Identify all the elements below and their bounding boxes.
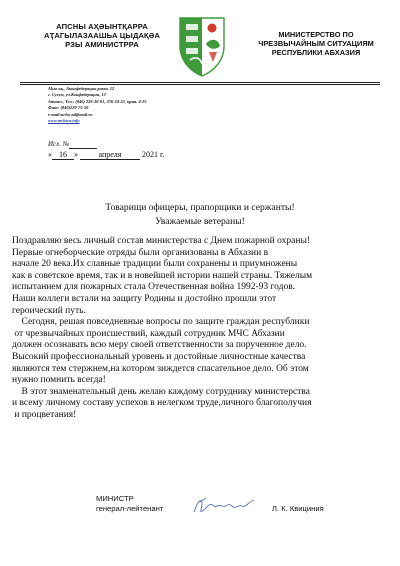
text-line: Наши коллеги встали на защиту Родины и достойно прошли этот bbox=[12, 293, 277, 304]
letter-date bbox=[48, 150, 164, 160]
text-line: как в советское время, так и в новейшей истории нашей страны. Тяжелым bbox=[12, 270, 313, 281]
outgoing-label: Исх. № bbox=[48, 140, 70, 148]
signatory-rank: генерал-лейтенант bbox=[96, 504, 164, 513]
contact-line: Аттел., Тел.: (840) 226-30-81, 226-34-33, прия. 4-25 bbox=[48, 98, 147, 104]
handwritten-signature-icon bbox=[190, 494, 260, 518]
text-line: и всему личному составу успехов в нелегком труде,личного благополучия bbox=[12, 398, 312, 409]
contact-line: г. Сухум, ул.Конфедерации, 12 bbox=[48, 92, 106, 98]
text-line: Поздравляю весь личный состав министерства с Днем пожарной охраны! bbox=[12, 236, 310, 246]
date-day: 16 bbox=[52, 150, 74, 160]
contact-block bbox=[48, 86, 268, 124]
header-left-block bbox=[22, 22, 182, 49]
contact-line: Аҟəа ақ., Аконфедерациа разва. 12 bbox=[48, 86, 115, 91]
signatory-block bbox=[96, 494, 163, 514]
text-line: и процветания! bbox=[12, 409, 77, 420]
paragraph-1 bbox=[12, 236, 395, 317]
signatory-title: МИНИСТР bbox=[96, 494, 134, 503]
text-line: Сегодня, решая повседневные вопросы по защите граждан республики bbox=[12, 317, 310, 328]
header-divider-bottom bbox=[20, 84, 380, 85]
date-year: 2021 г. bbox=[142, 150, 165, 159]
date-month: апреля bbox=[80, 150, 140, 160]
outgoing-blank bbox=[69, 140, 97, 149]
header-right-block bbox=[252, 30, 380, 57]
text-line: нужно помнить всегда! bbox=[12, 375, 106, 386]
website-link[interactable]: www.mchsra.info bbox=[48, 118, 80, 124]
header-right-line: ЧРЕЗВЫЧАЙНЫМ СИТУАЦИЯМ bbox=[258, 39, 374, 48]
header-left-line: АҬАГЫЛАЗААШЬА ЦЫДАҚӘА bbox=[44, 31, 160, 40]
text-line: Высокий профессиональный уровень и достойные личностные качества bbox=[12, 351, 306, 362]
text-line: героический путь. bbox=[12, 305, 86, 316]
contact-line: e-mail:ucho-ed@mail.ru bbox=[48, 111, 93, 117]
paragraph-2 bbox=[12, 317, 395, 387]
date-quote-close: » bbox=[74, 150, 78, 159]
text-line: начале 20 века.Их славные традиции были сохранены и приумножены bbox=[12, 259, 298, 270]
greeting-line-1: Товарищи офицеры, прапорщики и сержанты! bbox=[105, 202, 295, 213]
text-line: В этот знаменательный день желаю каждому сотруднику министерства bbox=[12, 386, 310, 397]
text-line: испытанием для пожарных стала Отечественная война 1992-93 годов. bbox=[12, 282, 296, 293]
contact-line: Факс: (840)229-75-50 bbox=[48, 105, 89, 111]
outgoing-number bbox=[48, 140, 97, 149]
header-right-line: МИНИСТЕРСТВО ПО bbox=[278, 30, 354, 39]
greeting-line-2: Уважаемые ветераны! bbox=[155, 216, 245, 227]
text-line: от чрезвычайных происшествий, каждый сотрудник МЧС Абхазии bbox=[12, 328, 285, 339]
paragraph-3 bbox=[12, 387, 395, 422]
date-quote-open: « bbox=[48, 150, 52, 159]
signatory-name: Л. К. Квициния bbox=[272, 504, 324, 513]
header-left-line: АПСНЫ АҲӘЫНТҚАРРА bbox=[56, 22, 148, 31]
letter-body bbox=[12, 236, 395, 422]
header-right-line: РЕСПУБЛИКИ АБХАЗИЯ bbox=[271, 48, 361, 57]
text-line: должен осознавать всю меру своей ответственности за порученное дело. bbox=[12, 340, 307, 351]
coat-of-arms-icon bbox=[176, 16, 228, 78]
text-line: являются тем стержнем,на котором зиждется спасательное дело. Об этом bbox=[12, 363, 309, 374]
header-left-line: РЗЫ АМИНИСТРРА bbox=[65, 40, 139, 49]
text-line: Первые огнеборческие отряды были организованы в Абхазии в bbox=[12, 247, 269, 258]
header-divider-top bbox=[20, 82, 380, 83]
